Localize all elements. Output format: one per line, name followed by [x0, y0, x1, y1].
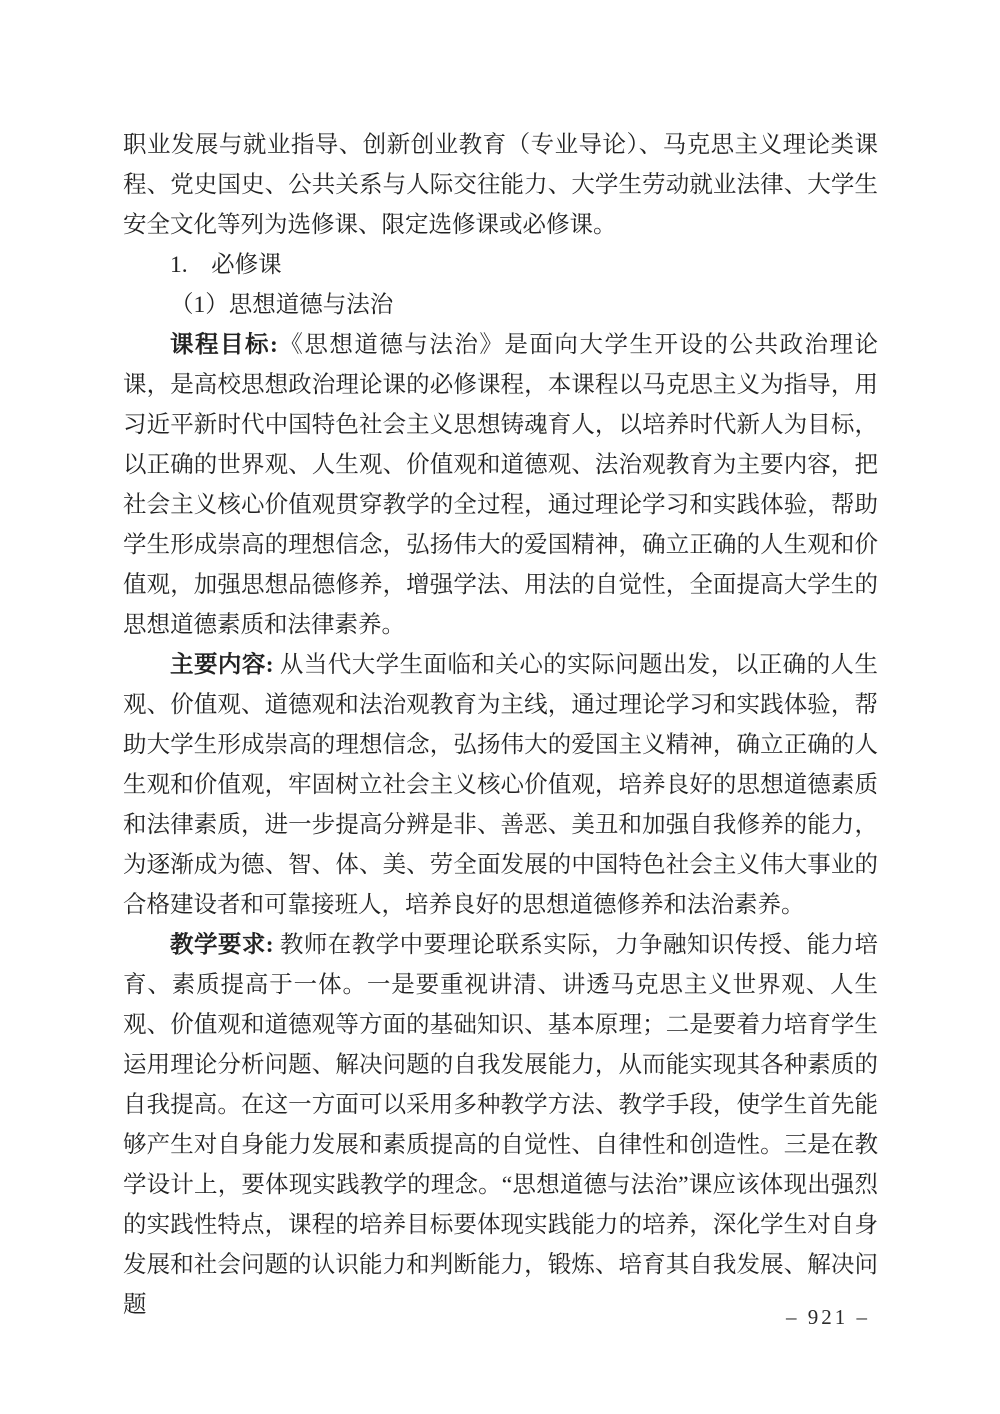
page-number: – 921 –	[786, 1305, 870, 1329]
heading-required-courses	[123, 245, 878, 285]
paragraph-text: 《思想道德与法治》是面向大学生开设的公共政治理论课，是高校思想政治理论课的必修课程，本课程以马克思主义为指导，用习近平新时代中国特色社会主义思想铸魂育人，以培养时代新人为目标，以正确的世界观、人生观、价值观和道德观、法治观教育为主要内容，把社会主义核心价值观贯穿教学的全过程，通过理论学习和实践体验，帮助学生形成崇高的理想信念，弘扬伟大的爱国精神，确立正确的人生观和价值观，加强思想品德修养，增强学法、用法的自觉性，全面提高大学生的思想道德素质和法律素养。	[123, 332, 879, 638]
teaching-requirements-label: 教学要求:	[170, 932, 274, 958]
main-content-label: 主要内容:	[170, 652, 274, 678]
paragraph-text: 教师在教学中要理论联系实际，力争融知识传授、能力培育、素质提高于一体。一是要重视讲清、讲透马克思主义世界观、人生观、价值观和道德观等方面的基础知识、基本原理；二是要着力培育学生运用理论分析问题、解决问题的自我发展能力，从而能实现其各种素质的自我提高。在这一方面可以采用多种教学方法、教学手段，使学生首先能够产生对自身能力发展和素质提高的自觉性、自律性和创造性。三是在教学设计上，要体现实践教学的理念。“思想道德与法治”课应该体现出强烈的实践性特点，课程的培养目标要体现实践能力的培养，深化学生对自身发展和社会问题的认识能力和判断能力，锻炼、培育其自我发展、解决问题	[123, 932, 878, 1318]
paragraph-text: 1. 必修课	[170, 252, 282, 278]
paragraph-main-content	[123, 645, 878, 925]
paragraph-course-objectives	[123, 325, 878, 645]
paragraph-text: 职业发展与就业指导、创新创业教育（专业导论）、马克思主义理论类课程、党史国史、公共关系与人际交往能力、大学生劳动就业法律、大学生安全文化等列为选修课、限定选修课或必修课。	[123, 132, 878, 238]
paragraph-text: 从当代大学生面临和关心的实际问题出发，以正确的人生观、价值观、道德观和法治观教育为主线，通过理论学习和实践体验，帮助大学生形成崇高的理想信念，弘扬伟大的爱国主义精神，确立正确的人生观和价值观，牢固树立社会主义核心价值观，培养良好的思想道德素质和法律素质，进一步提高分辨是非、善恶、美丑和加强自我修养的能力，为逐渐成为德、智、体、美、劳全面发展的中国特色社会主义伟大事业的合格建设者和可靠接班人，培养良好的思想道德修养和法治素养。	[123, 652, 878, 918]
heading-course-ideology-morality-law	[123, 285, 878, 325]
paragraph-electives-continuation	[123, 125, 878, 245]
paragraph-teaching-requirements	[123, 925, 878, 1325]
paragraph-text: （1）思想道德与法治	[170, 292, 394, 318]
course-objectives-label: 课程目标:	[170, 332, 278, 358]
document-body	[123, 125, 878, 1325]
